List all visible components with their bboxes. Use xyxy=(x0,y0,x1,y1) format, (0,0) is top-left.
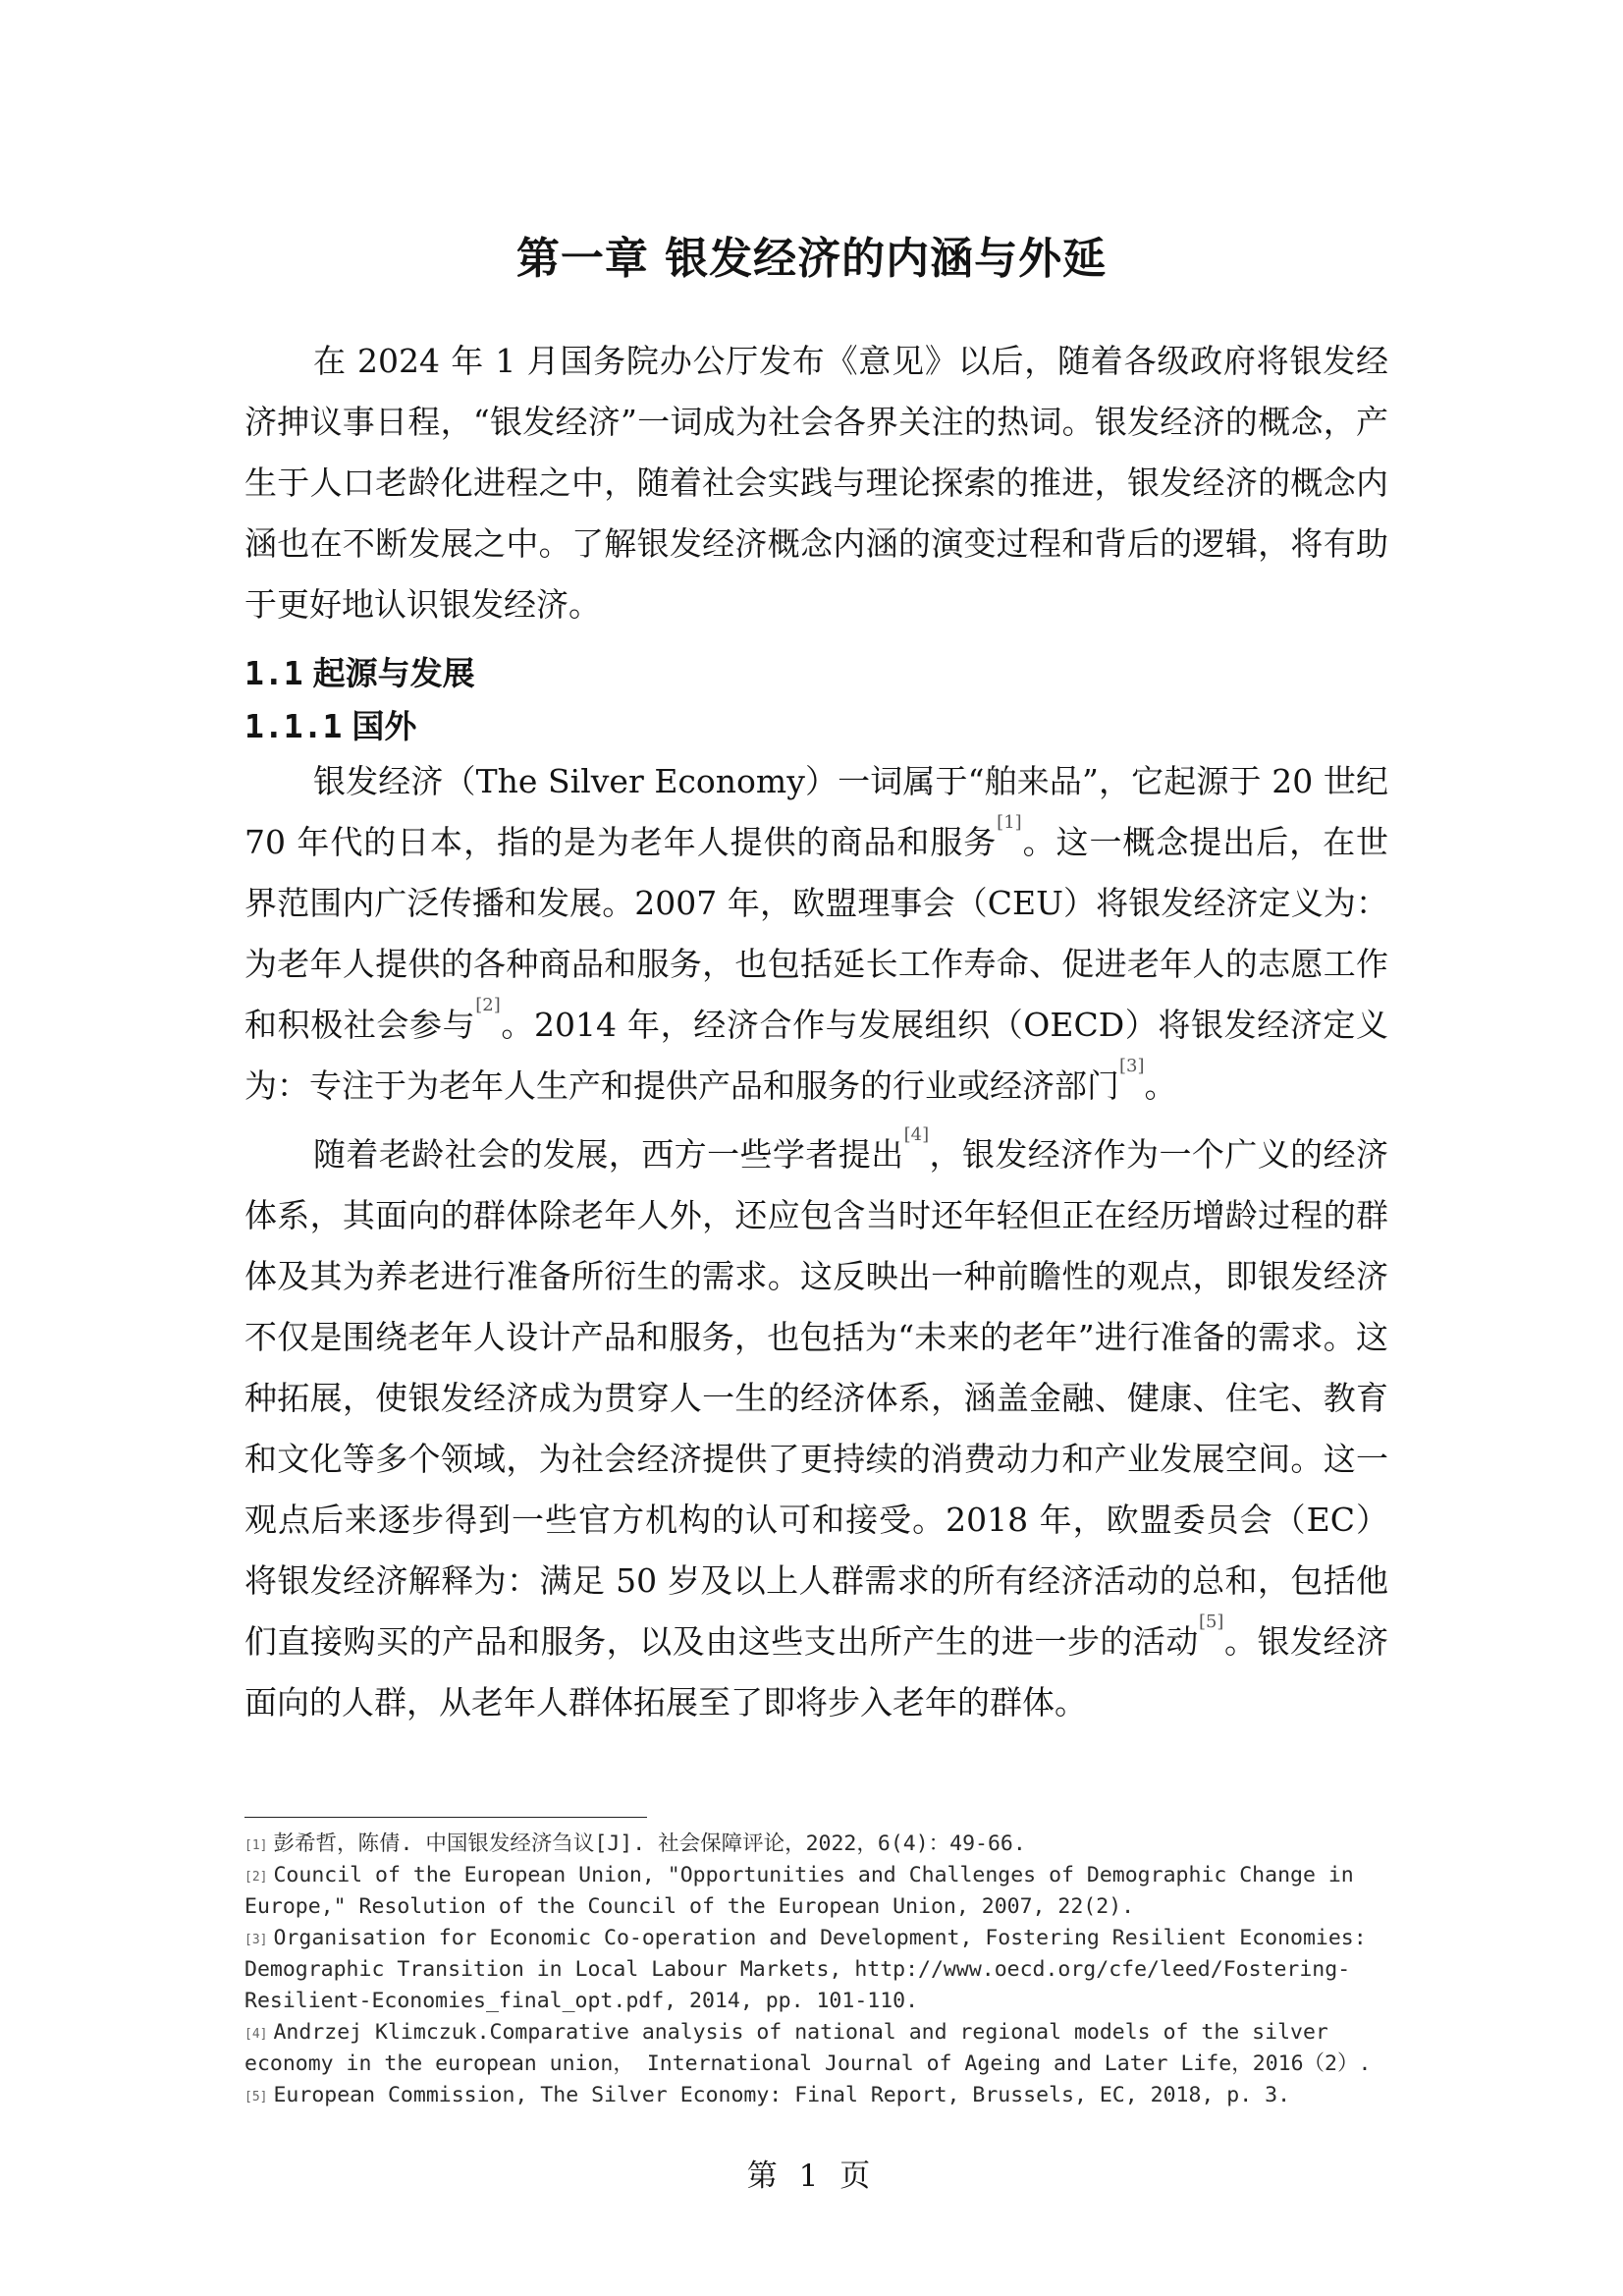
subsection-title: 国外 xyxy=(352,707,417,745)
section-heading-1-1 xyxy=(244,654,475,693)
body-paragraph-2 xyxy=(244,1124,1388,1733)
footnote-reference[interactable]: [2] xyxy=(475,995,501,1015)
footnote-text: 彭希哲，陈倩. 中国银发经济刍议[J]. 社会保障评论，2022，6(4)：49-66. xyxy=(273,1831,1026,1856)
footnote-mark: [2] xyxy=(244,1870,268,1885)
footnote-divider xyxy=(244,1817,647,1818)
section-title: 起源与发展 xyxy=(312,654,475,692)
section-body xyxy=(244,751,1388,1733)
paragraph-text: 随着老龄社会的发展，西方一些学者提出 xyxy=(313,1135,904,1174)
footnote-mark: [3] xyxy=(244,1933,268,1947)
section-heading-1-1-1 xyxy=(244,707,416,746)
page-number: 第 1 页 xyxy=(746,2159,877,2194)
footnote-reference[interactable]: [3] xyxy=(1119,1056,1145,1076)
footnote-reference[interactable]: [1] xyxy=(997,812,1022,833)
footnote-reference[interactable]: [5] xyxy=(1198,1612,1224,1632)
intro-paragraph: 在 2024 年 1 月国务院办公厅发布《意见》以后，随着各级政府将银发经济抻议事日程，“银发经济”一词成为社会各界关注的热词。银发经济的概念，产生于人口老龄化进程之中，随着社会实践与理论探索的推进，银发经济的概念内涵也在不断发展之中。了解银发经济概念内涵的演变过程和背后的逻辑，将有助于更好地认识银发经济。 xyxy=(244,342,1388,624)
footnote-item xyxy=(244,1923,1393,2017)
footnote-text: European Commission, The Silver Economy: Final Report, Brussels, EC, 2018, p. 3. xyxy=(273,2083,1291,2107)
chapter-title: 第一章 银发经济的内涵与外延 xyxy=(515,234,1108,284)
footnotes xyxy=(244,1829,1393,2111)
paragraph-text: 。这一概念提出后，在世界范围内广泛传播和发展。2007 年，欧盟理事会（CEU）将银发经济定义为：为老年人提供的各种商品和服务，也包括延长工作寿命、促进老年人的志愿工作和积极社会参与 xyxy=(244,823,1389,1044)
paragraph-text: ，银发经济作为一个广义的经济体系，其面向的群体除老年人外，还应包含当时还年轻但正在经历增龄过程的群体及其为养老进行准备所衍生的需求。这反映出一种前瞻性的观点，即银发经济不仅是围绕老年人设计产品和服务，也包括为“未来的老年”进行准备的需求。这种拓展，使银发经济成为贯穿人一生的经济体系，涵盖金融、健康、住宅、教育和文化等多个领域，为社会经济提供了更持续的消费动力和产业发展空间。这一观点后来逐步得到一些官方机构的认可和接受。2018 年，欧盟委员会（EC）将银发经济解释为：满足 50 岁及以上人群需求的所有经济活动的总和，包括他们直接购买的产品和服务，以及由这些支出所产生的进一步的活动 xyxy=(244,1135,1388,1661)
paragraph-text: 。2014 年，经济合作与发展组织（OECD）将银发经济定义为：专注于为老年人生产和提供产品和服务的行业或经济部门 xyxy=(244,1006,1389,1105)
paragraph-text: 。 xyxy=(1144,1066,1177,1105)
section-number: 1.1 xyxy=(244,654,303,692)
paragraph-text: 。银发经济面向的人群，从老年人群体拓展至了即将步入老年的群体。 xyxy=(244,1622,1389,1722)
footnote-item xyxy=(244,1829,1393,1860)
footnote-item xyxy=(244,2080,1393,2111)
footnote-mark: [1] xyxy=(244,1838,268,1853)
body-paragraph-1 xyxy=(244,751,1388,1117)
intro-section xyxy=(244,331,1388,635)
paragraph-text: 银发经济（The Silver Economy）一词属于“舶来品”，它起源于 20 世纪 70 年代的日本，指的是为老年人提供的商品和服务 xyxy=(244,762,1388,861)
footnote-mark: [5] xyxy=(244,2090,268,2105)
footnote-item xyxy=(244,2017,1393,2080)
footnote-text: Organisation for Economic Co-operation and Development, Fostering Resilient Economies: Demographic Transition in Local Labour Markets, http://www.oecd.org/cfe/leed/Fostering-Resilient-Economies_final_opt.pdf, 2014, pp. 101-110. xyxy=(244,1926,1367,2013)
footnote-mark: [4] xyxy=(244,2027,268,2042)
footnote-item xyxy=(244,1860,1393,1923)
subsection-number: 1.1.1 xyxy=(244,707,343,745)
footnote-reference[interactable]: [4] xyxy=(903,1124,930,1145)
footnote-text: Andrzej Klimczuk.Comparative analysis of national and regional models of the silver economy in the european union， International Journal of Ageing and Later Life，2016（2）. xyxy=(244,2020,1372,2076)
footnote-text: Council of the European Union, "Opportunities and Challenges of Demographic Change in Europe," Resolution of the Council of the European Union, 2007, 22(2). xyxy=(244,1863,1354,1919)
